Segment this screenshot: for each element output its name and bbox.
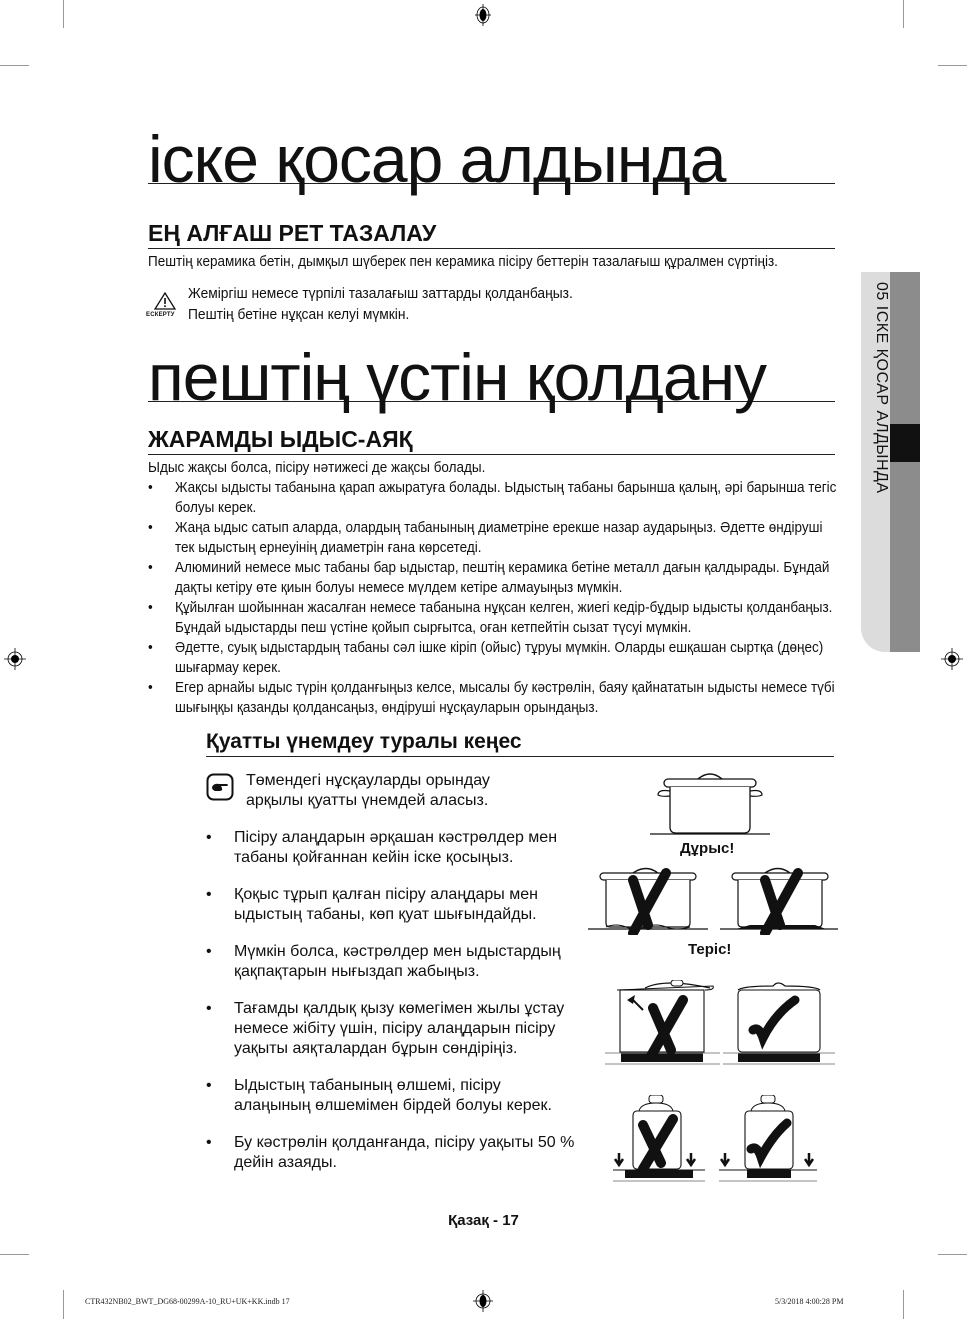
crop-mark (903, 0, 904, 28)
wrong-caption: Теріс! (688, 941, 732, 958)
warning-line-2: Пештің бетіне нұқсан келуі мүмкін. (188, 306, 410, 323)
chapter-tab-bar (890, 272, 920, 652)
crop-mark (903, 1290, 904, 1319)
page-number: Қазақ - 17 (448, 1212, 519, 1229)
list-item: • Әдетте, суық ыдыстардың табаны сәл ішке кіріп (ойыс) тұруы мүмкін. Оларды ешқашан сыртқа (дөңес) шығармау керек. (148, 638, 837, 678)
list-item: • Пісіру алаңдарын әрқашан кәстрөлдер мен табаны қойғаннан кейін іске қосыңыз. (206, 828, 576, 868)
energy-bullet-list (206, 828, 576, 1190)
registration-mark-icon (4, 648, 26, 670)
crop-mark (0, 65, 29, 66)
warning-label: ЕСКЕРТУ (146, 312, 175, 318)
crop-mark (63, 1290, 64, 1319)
pot-correct-illustration (650, 765, 770, 837)
list-item: • Жақсы ыдысты табанына қарап ажыратуға болады. Ыдыстың табаны барынша қалың, әрі барынша тегіс болуы керек. (148, 478, 837, 518)
list-item: • Егер арнайы ыдыс түрін қолданғыңыз келсе, мысалы бу кәстрөлін, баяу қайнататын ыдысты немесе түбі шығыңқы қазанды қолдансаңыз, өндіруші нұсқауларын орындаңыз. (148, 678, 837, 718)
registration-mark-icon (472, 4, 494, 26)
first-cleaning-body: Пештің керамика бетін, дымқыл шүберек пен керамика пісіру беттерін тазалағыш құралмен сүртіңіз. (148, 253, 778, 270)
list-item: • Мүмкін болса, кәстрөлдер мен ыдыстардың қақпақтарын нығыздап жабыңыз. (206, 942, 576, 982)
energy-note: Төмендегі нұсқауларды орындау арқылы қуатты үнемдей аласыз. (246, 772, 490, 809)
section-title-hob-use: пештің үстін қолдану (148, 344, 835, 402)
pots-lid-illustration (605, 980, 835, 1065)
registration-mark-icon (941, 648, 963, 670)
crop-mark (938, 1254, 967, 1255)
print-timestamp: 5/3/2018 4:00:28 PM (775, 1297, 844, 1306)
correct-caption: Дұрыс! (680, 840, 735, 857)
heading-energy-saving: Қуатты үнемдеу туралы кеңес (206, 730, 834, 757)
list-item: • Ыдыстың табанының өлшемі, пісіру алаңының өлшемімен бірдей болуы керек. (206, 1076, 576, 1116)
warning-line-1: Жеміргіш немесе түрпілі тазалағыш заттарды қолданбаңыз. (188, 285, 573, 302)
list-item: • Құйылған шойыннан жасалған немесе табанына нұқсан келген, жиегі кедір-бұдыр ыдысты қолданбаңыз. Бұндай ыдыстарды пеш үстіне қойып сырғытса, оған кетпейтін сызат түсуі мүмкін. (148, 598, 837, 638)
warning-triangle-icon (154, 292, 176, 310)
list-item: • Тағамды қалдық қызу көмегімен жылы ұстау немесе жібіту үшін, пісіру алаңдарын пісіру уақыты аяқталардан бұрын сөндіріңіз. (206, 999, 576, 1059)
warning-badge (146, 292, 186, 326)
list-item: • Қоқыс тұрып қалған пісіру алаңдары мен ыдыстың табаны, көп қуат шығындайды. (206, 885, 576, 925)
pointing-hand-icon (206, 773, 234, 801)
registration-mark-icon (472, 1290, 494, 1312)
file-slug: CTR432NB02_BWT_DG68-00299A-10_RU+UK+KK.indb 17 (85, 1297, 290, 1306)
crop-mark (63, 0, 64, 28)
heading-cookware: ЖАРАМДЫ ЫДЫС-АЯҚ (148, 426, 835, 455)
chapter-tab-label: 05 ІСКЕ ҚОСАР АЛДЫНДА (873, 282, 890, 494)
list-item: • Жаңа ыдыс сатып аларда, олардың табанының диаметріне ерекше назар аударыңыз. Әдетте өндіруші тек ыдыстың ернеуінің диаметрін ғана көрсетеді. (148, 518, 837, 558)
list-item: • Алюминий немесе мыс табаны бар ыдыстар, пештің керамика бетіне металл дағын қалдырады. Бұндай дақты кетіру өте қиын болуы немесе мүлдем кетіре алмауыңыз мүмкін. (148, 558, 837, 598)
pots-diameter-illustration (605, 1095, 835, 1185)
cookware-intro: Ыдыс жақсы болса, пісіру нәтижесі де жақсы болады. (148, 459, 486, 476)
chapter-tab-marker (890, 424, 920, 462)
crop-mark (0, 1254, 29, 1255)
heading-first-cleaning: ЕҢ АЛҒАШ РЕТ ТАЗАЛАУ (148, 220, 835, 249)
list-item: • Бу кәстрөлін қолданғанда, пісіру уақыты 50 % дейін азаяды. (206, 1133, 576, 1173)
cookware-bullet-list (148, 478, 837, 718)
crop-mark (938, 65, 967, 66)
pots-wrong-illustration (588, 865, 838, 935)
section-title-before-use: іске қосар алдында (148, 126, 835, 184)
